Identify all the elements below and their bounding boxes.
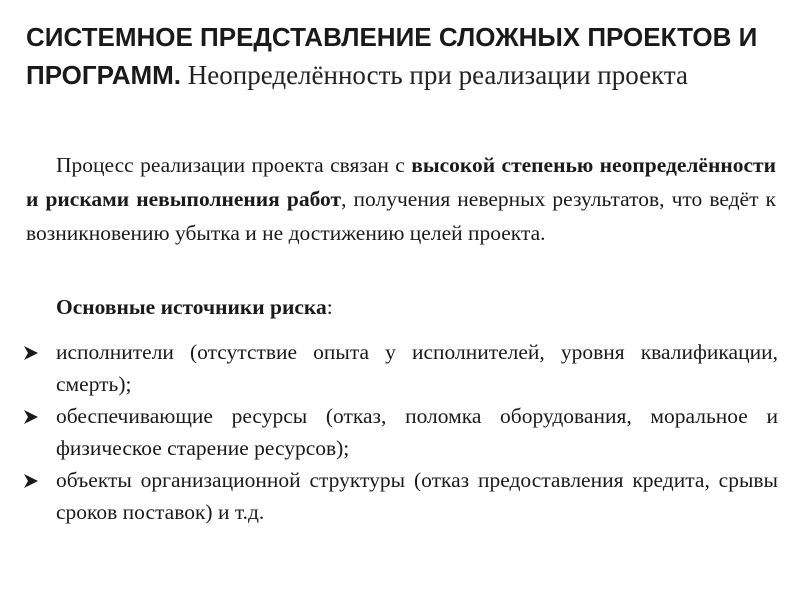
risk-source-executors: исполнители (отсутствие опыта у исполнителей, уровня квалификации, смерть); bbox=[56, 340, 778, 396]
intro-text-emphasis: высокой степенью неопределённости и рисками невыполнения работ bbox=[26, 153, 776, 211]
slide-title-bold: СИСТЕМНОЕ ПРЕДСТАВЛЕНИЕ СЛОЖНЫХ ПРОЕКТОВ И ПРОГРАММ. bbox=[26, 22, 758, 90]
risk-sources-heading-colon: : bbox=[326, 295, 333, 319]
intro-text-start: Процесс реализации проекта связан с bbox=[56, 153, 412, 177]
slide-title bbox=[26, 18, 786, 94]
slide-title-subtitle: Неопределённость при реализации проекта bbox=[187, 60, 688, 90]
arrow-checkmark-icon bbox=[22, 344, 40, 362]
arrow-checkmark-icon bbox=[22, 472, 40, 490]
list-item bbox=[22, 336, 778, 400]
arrow-checkmark-icon bbox=[22, 408, 40, 426]
risk-sources-heading bbox=[56, 290, 333, 324]
intro-paragraph bbox=[26, 148, 776, 250]
intro-text-end: , получения неверных результатов, что ведёт к возникновению убытка и не достижению целей проекта. bbox=[26, 187, 776, 245]
risk-sources-list bbox=[22, 336, 778, 528]
risk-source-resources: обеспечивающие ресурсы (отказ, поломка оборудования, моральное и физическое старение ресурсов); bbox=[56, 404, 778, 460]
list-item bbox=[22, 400, 778, 464]
risk-source-org-structure: объекты организационной структуры (отказ предоставления кредита, срывы сроков поставок) и т.д. bbox=[56, 468, 778, 524]
list-item bbox=[22, 464, 778, 528]
risk-sources-heading-text: Основные источники риска bbox=[56, 295, 327, 319]
